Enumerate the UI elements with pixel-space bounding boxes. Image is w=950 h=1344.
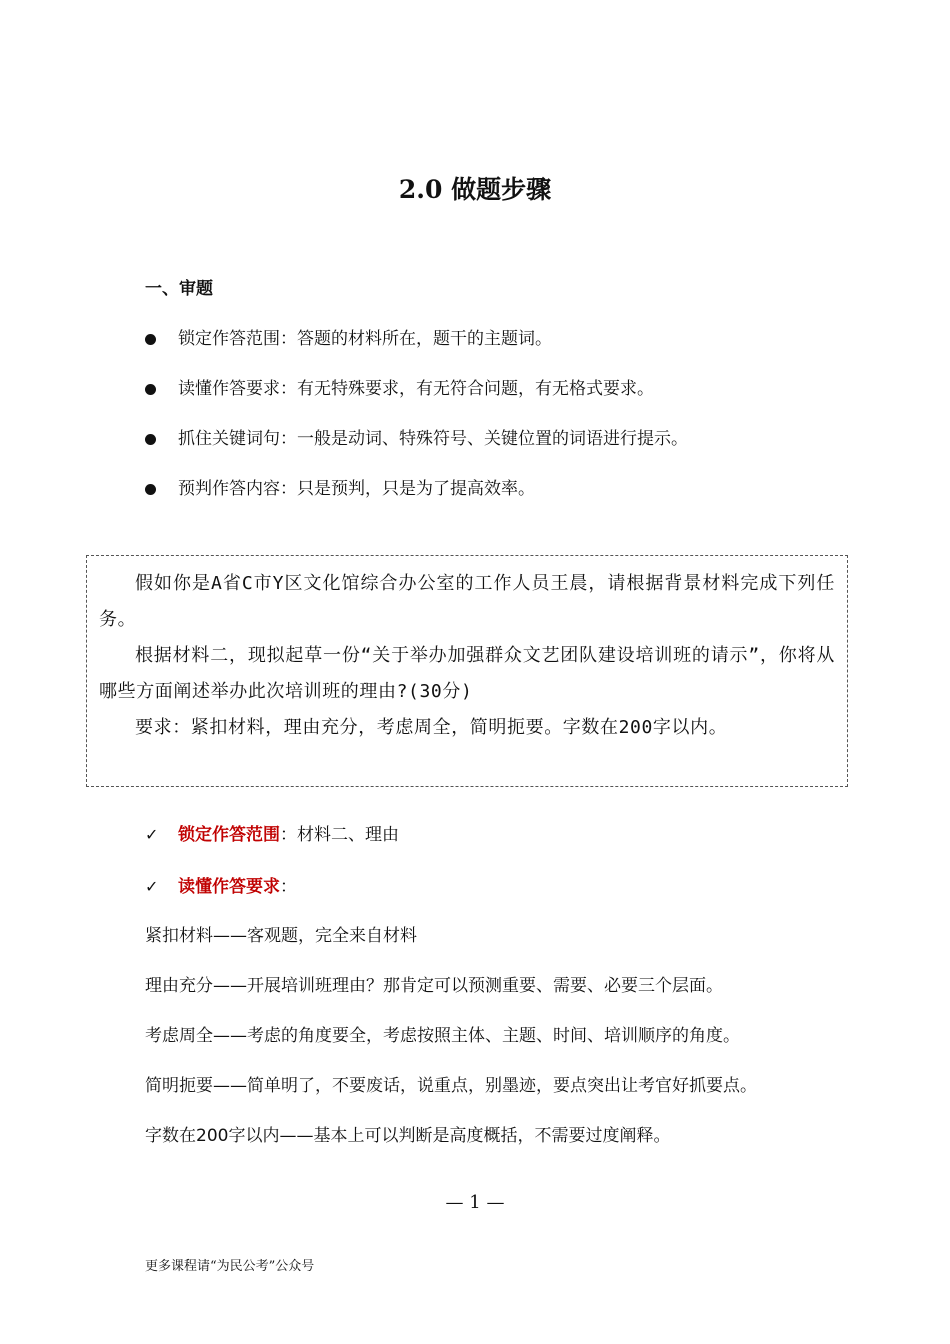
requirement-line: 字数在200字以内——基本上可以判断是高度概括，不需要过度阐释。 [145, 1126, 671, 1146]
footer-note: 更多课程请“为民公考”公众号 [145, 1259, 315, 1274]
requirement-line: 简明扼要——简单明了，不要废话，说重点，别墨迹，要点突出让考官好抓要点。 [145, 1076, 757, 1096]
page-number: — 1 — [445, 1192, 505, 1213]
bullet-dot-icon [145, 334, 156, 345]
bullet-item [145, 326, 688, 376]
task-paragraph-requirements: 要求：紧扣材料，理由充分，考虑周全，简明扼要。字数在200字以内。 [135, 717, 728, 738]
bullet-dot-icon [145, 384, 156, 395]
bullet-text: 抓住关键词句：一般是动词、特殊符号、关键位置的词语进行提示。 [178, 429, 688, 449]
bullet-text: 锁定作答范围：答题的材料所在，题干的主题词。 [178, 329, 552, 349]
requirement-explanations [145, 923, 757, 1173]
task-paragraph-question: 根据材料二，现拟起草一份“关于举办加强群众文艺团队建设培训班的请示”，你将从哪些方面阐述举办此次培训班的理由?(30分) [99, 645, 835, 702]
task-question-box [86, 555, 848, 787]
bullet-text: 预判作答内容：只是预判，只是为了提高效率。 [178, 479, 535, 499]
check-rest-text: ： [280, 877, 297, 897]
check-item [145, 822, 399, 874]
section-heading-review: 一、审题 [145, 279, 213, 299]
check-list [145, 822, 399, 926]
page-title: 2.0 做题步骤 [398, 175, 552, 204]
requirement-line: 紧扣材料——客观题，完全来自材料 [145, 926, 417, 946]
requirement-line: 理由充分——开展培训班理由？那肯定可以预测重要、需要、必要三个层面。 [145, 976, 723, 996]
check-key-text: 读懂作答要求 [178, 877, 280, 897]
bullet-text: 读懂作答要求：有无特殊要求，有无符合问题，有无格式要求。 [178, 379, 654, 399]
bullet-item [145, 376, 688, 426]
requirement-line: 考虑周全——考虑的角度要全，考虑按照主体、主题、时间、培训顺序的角度。 [145, 1026, 740, 1046]
check-rest-text: ：材料二、理由 [280, 825, 399, 845]
review-bullet-list [145, 326, 688, 526]
task-paragraph-background: 假如你是A省C市Y区文化馆综合办公室的工作人员王晨，请根据背景材料完成下列任务。 [99, 573, 835, 630]
bullet-dot-icon [145, 484, 156, 495]
bullet-item [145, 476, 688, 526]
checkmark-icon: ✓ [145, 825, 159, 844]
check-key-text: 锁定作答范围 [178, 825, 280, 845]
bullet-item [145, 426, 688, 476]
check-item [145, 874, 399, 926]
checkmark-icon: ✓ [145, 877, 159, 896]
bullet-dot-icon [145, 434, 156, 445]
